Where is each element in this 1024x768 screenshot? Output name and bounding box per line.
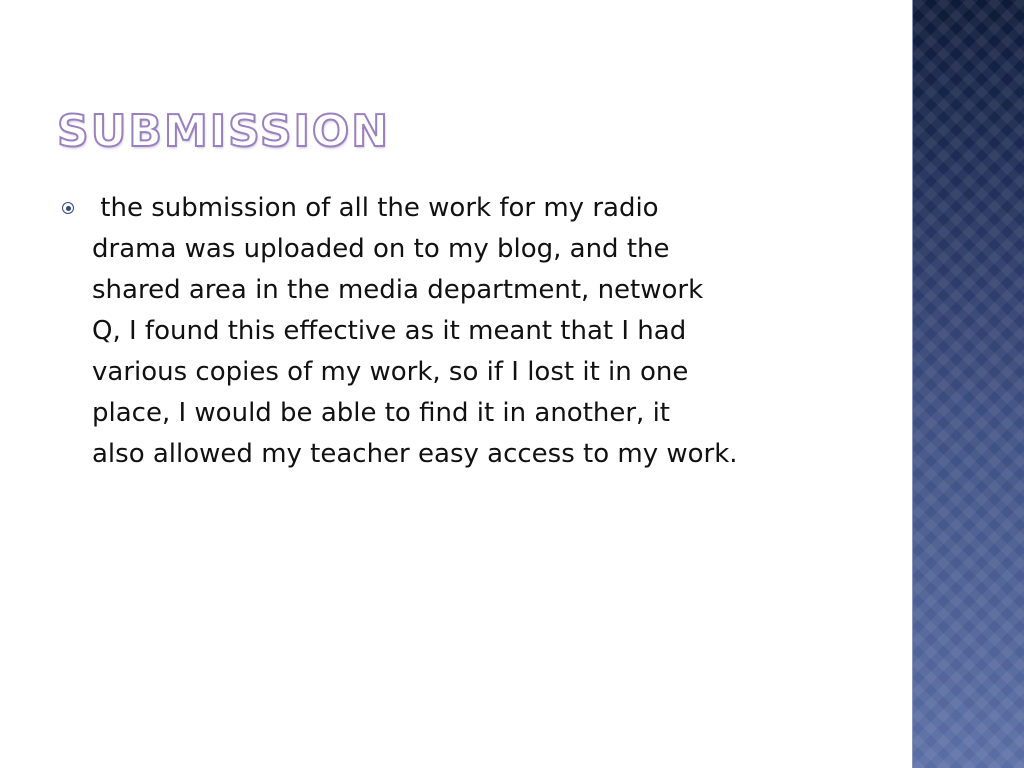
bullet-text [92, 188, 862, 475]
bullet-line: the submission of all the work for my radio [92, 193, 659, 223]
bullet-line: shared area in the media department, network [92, 275, 704, 305]
bullet-line: various copies of my work, so if I lost it in one [92, 357, 689, 387]
bullet-line: drama was uploaded on to my blog, and the [92, 234, 670, 264]
bullet-line: place, I would be able to find it in another, it [92, 398, 671, 428]
circle-dot-bullet-icon [62, 202, 74, 214]
slide-title: SUBMISSION [57, 106, 391, 157]
slide-content [62, 188, 862, 475]
bullet-line: Q, I found this effective as it meant that I had [92, 316, 687, 346]
bullet-item [62, 188, 862, 475]
bullet-line: also allowed my teacher easy access to my work. [92, 439, 738, 469]
decorative-side-panel [912, 0, 1024, 768]
